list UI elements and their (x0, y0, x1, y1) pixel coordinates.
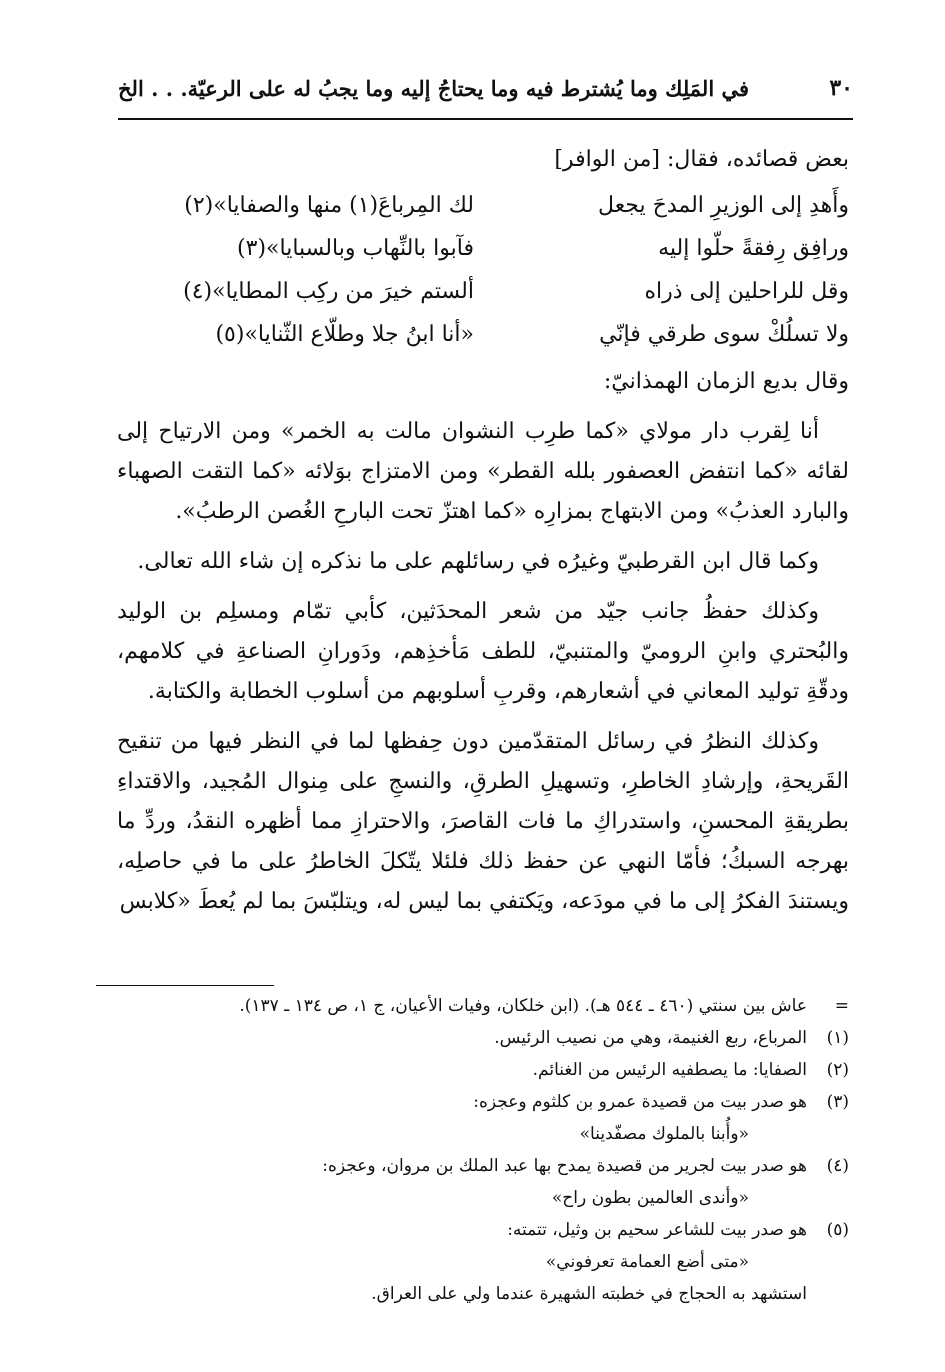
verse-row (117, 184, 849, 227)
footnote-rule (96, 985, 274, 986)
footnote (89, 990, 849, 1022)
hemistich-first: وأَهدِ إلى الوزيرِ المدحَ يجعل (598, 192, 849, 218)
page-header (118, 66, 853, 110)
footnote (89, 1214, 849, 1246)
running-title: في المَلِك وما يُشترط فيه وما يحتاجُ إليه وما يجبُ له على الرعيّة. . . الخ (118, 75, 750, 101)
hemistich-second: «أنا ابنُ جلا وطلّاع الثّنايا»(٥) (215, 321, 474, 347)
paragraph: أنا لِقرب دار مولاي «كما طرِب النشوان مالت به الخمر» ومن الارتياح إلى لقائه «كما انتفض العصفور بلله القطر» ومن الامتزاج بوَلائه «كما التقت الصهباء والبارد العذبُ» ومن الابتهاج بمزارِه «كما اهتزّ تحت البارحِ الغُصن الرطبُ». (117, 419, 849, 524)
paragraph: وكذلك حفظُ جانب جيّد من شعر المحدَثين، كأبي تمّام ومسلِم بن الوليد والبُحتري وابنِ الروميّ والمتنبيّ، للطف مَأخذِهم، ودَورانِ الصناعةِ في كلامهم، ودقّةِ توليد المعاني في أشعارهم، وقربِ أسلوبهم من أسلوب الخطابة والكتابة. (117, 599, 849, 704)
footnote (89, 1150, 849, 1182)
header-rule (118, 118, 853, 120)
footnote-text: هو صدر بيت من قصيدة عمرو بن كلثوم وعجزه: (473, 1092, 807, 1112)
footnote-extra: استشهد به الحجاج في خطبته الشهيرة عندما ولي على العراق. (371, 1284, 807, 1304)
hemistich-first: ورافِق رِفقةً حلّوا إليه (658, 235, 849, 261)
footnote-text: عاش بين سنتي (٤٦٠ ـ ٥٤٤ هـ). (ابن خلكان، وفيات الأعيان، ج ١، ص ١٣٤ ـ ١٣٧). (239, 996, 807, 1016)
main-text (117, 140, 849, 932)
footnote-marker: (٤) (826, 1156, 849, 1176)
footnote-verse: «وأُبنا بالملوك مصفّدينا» (579, 1124, 749, 1144)
footnote-marker: (٥) (826, 1220, 849, 1240)
hemistich-first: وقل للراحلين إلى ذراه (644, 278, 849, 304)
intro-line: بعض قصائده، فقال: [من الوافر] (554, 147, 849, 172)
footnote-text: المرباع، ربع الغنيمة، وهي من نصيب الرئيس. (494, 1028, 807, 1048)
footnote (89, 1022, 849, 1054)
footnote-text: الصفايا: ما يصطفيه الرئيس من الغنائم. (532, 1060, 807, 1080)
footnote-text: هو صدر بيت لجرير من قصيدة يمدح بها عبد الملك بن مروان، وعجزه: (322, 1156, 807, 1176)
footnote-verse: «وأندى العالمين بطون راح» (551, 1188, 749, 1208)
footnote-marker: (٢) (826, 1060, 849, 1080)
footnote (89, 1086, 849, 1118)
paragraph: وكما قال ابن القرطبيّ وغيرُه في رسائلهم على ما نذكره إن شاء الله تعالى. (137, 549, 819, 574)
poem (117, 184, 849, 356)
hemistich-second: ألستم خيرَ من ركِب المطايا»(٤) (183, 278, 474, 304)
verse-row (117, 270, 849, 313)
paragraph-heading: وقال بديع الزمان الهمذانيّ: (603, 369, 849, 394)
footnote-text: هو صدر بيت للشاعر سحيم بن وثيل، تتمته: (507, 1220, 807, 1240)
footnote-marker: (١) (826, 1028, 849, 1048)
verse-row (117, 227, 849, 270)
verse-row (117, 313, 849, 356)
footnote-verse: «متى أضع العمامة تعرفوني» (545, 1252, 749, 1272)
footnote-marker: = (834, 996, 849, 1016)
hemistich-second: لك المِرباعَ(١) منها والصفايا»(٢) (184, 192, 474, 218)
paragraph: وكذلك النظرُ في رسائل المتقدّمين دون حِفظها لما في النظر فيها من تنقيح القَريحةِ، وإرشادِ الخاطرِ، وتسهيلِ الطرقِ، والنسجِ على مِنوال المُجيد، والاقتداءِ بطريقةِ المحسنِ، واستدراكِ ما فات القاصرَ، والاحترازِ مما أظهره النقدُ، وردِّ ما بهرجه السبكُ؛ فأمّا النهي عن حفظ ذلك فلئلا يتّكلَ الخاطرُ على ما في حاصلِه، ويستندَ الفكرُ إلى ما في مودَعه، ويَكتفي بما ليس له، ويتلبّسَ بما لم يُعطَ «كلابس (117, 729, 849, 914)
footnote (89, 1054, 849, 1086)
footnote-marker: (٣) (826, 1092, 849, 1112)
page-number: ٣٠ (829, 75, 853, 101)
hemistich-first: ولا تسلُكْ سوى طرقي فإنّي (599, 321, 849, 347)
footnotes (89, 990, 849, 1310)
hemistich-second: فآبوا بالنِّهاب وبالسبايا»(٣) (237, 235, 474, 261)
